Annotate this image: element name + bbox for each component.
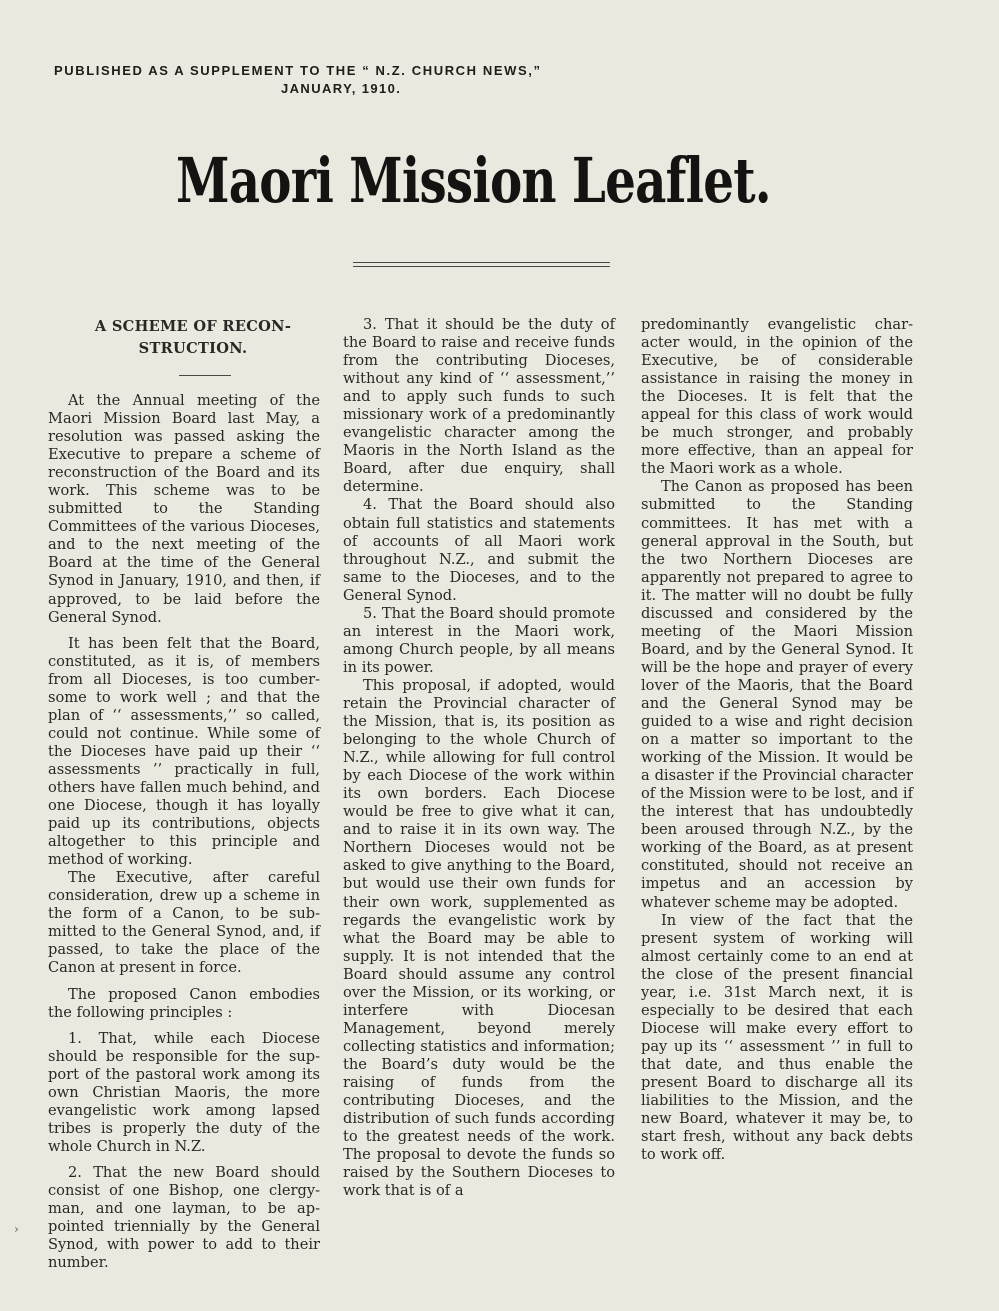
paragraph: The Executive, after careful consideration, drew up a scheme in the form of a Canon, to be submitted to the General Synod, and, if passed, to take the place of the Canon at present in force. xyxy=(48,869,320,977)
paragraph: predominantly evangelistic character would, in the opinion of the Executive, be of considerable assistance in raising the money in the Dioceses. It is felt that the appeal for this class of work would be much stronger, and probably more effective, than an appeal for the Maori work as a whole. xyxy=(641,316,913,478)
margin-mark: › xyxy=(14,1222,19,1236)
supplement-line: PUBLISHED AS A SUPPLEMENT TO THE “ N.Z. CHURCH NEWS,” xyxy=(54,63,542,78)
paragraph: It has been felt that the Board, constituted, as it is, of members from all Dioceses, is too cumbersome to work well ; and that the plan of ‘‘ assessments,’’ so called, could not continue. While some of the Dioceses have paid up their ‘‘ assessments ’’ practically in full, others have fallen much behind, and one Diocese, though it has loyally paid up its contributions, objects altogether to this principle and method of working. xyxy=(48,634,320,869)
paragraph: 1. That, while each Diocese should be responsible for the support of the pastoral work among its own Christian Maoris, the more evangelistic work among lapsed tribes is properly the duty of the whole Church in N.Z. xyxy=(48,1029,320,1155)
paragraph: The proposed Canon embodies the following principles : xyxy=(48,985,320,1021)
paragraph: In view of the fact that the present system of working will almost certainly come to an end at the close of the present financial year, i.e. 31st March next, it is especially to be desired that each Diocese will make every effort to pay up its ‘‘ assessment ’’ in full to that date, and thus enable the present Board to discharge all its liabilities to the Mission, and the new Board, whatever it may be, to start fresh, without any back debts to work off. xyxy=(641,911,913,1164)
column-3 xyxy=(641,316,913,1164)
column-2 xyxy=(343,316,615,1200)
heading-line-1: A SCHEME OF RECON- xyxy=(94,318,292,335)
article-heading xyxy=(66,316,320,360)
paragraph: 2. That the new Board should consist of one Bishop, one clergyman, and one layman, to be appointed triennially by the General Synod, with power to add to their number. xyxy=(48,1163,320,1272)
heading-line-2: STRUCTION. xyxy=(138,340,248,357)
paragraph: 5. That the Board should promote an interest in the Maori work, among Church people, by all means in its power. xyxy=(343,604,615,676)
title-rule-bottom xyxy=(353,266,610,267)
paragraph: 3. That it should be the duty of the Board to raise and receive funds from the contributing Dioceses, without any kind of ‘‘ assessment,’’ and to apply such funds to such missionary work of a predominantly evangelistic character among the Maoris in the North Island as the Board, after due enquiry, shall determine. xyxy=(343,316,615,496)
paragraph: The Canon as proposed has been submitted to the Standing committees. It has met with a general approval in the South, but the two Northern Dioceses are apparently not prepared to agree to it. The matter will no doubt be fully discussed and considered by the meeting of the Maori Mission Board, and by the General Synod. It will be the hope and prayer of every lover of the Maoris, that the Board and the General Synod may be guided to a wise and right decision on a matter so important to the working of the Mission. It would be a disaster if the Provincial character of the Mission were to be lost, and if the interest that has undoubtedly been aroused through N.Z., by the working of the Board, as at present constituted, should not receive an impetus and an accession by whatever scheme may be adopted. xyxy=(641,478,913,911)
paragraph: This proposal, if adopted, would retain the Provincial character of the Mission, that is, its position as belonging to the whole Church of N.Z., while allowing for full control by each Diocese of the work within its own borders. Each Diocese would be free to give what it can, and to raise it in its own way. The Northern Dioceses would not be asked to give anything to the Board, but would use their own funds for their own work, supplemented as regards the evangelistic work by what the Board may be able to supply. It is not intended that the Board should assume any control over the Mission, or its working, or interfere with Diocesan Management, beyond merely collecting statistics and information; the Board’s duty would be the raising of funds from the contributing Dioceses, and the distribution of such funds according to the greatest needs of the work. The proposal to devote the funds so raised by the Southern Dioceses to work that is of a xyxy=(343,676,615,1200)
page-title: Maori Mission Leaflet. xyxy=(176,144,771,217)
dateline: JANUARY, 1910. xyxy=(281,81,402,96)
heading-rule xyxy=(179,375,231,376)
column-1 xyxy=(48,316,320,1272)
paragraph: At the Annual meeting of the Maori Mission Board last May, a resolution was passed asking the Executive to prepare a scheme of reconstruction of the Board and its work. This scheme was to be submitted to the Standing Committees of the various Dioceses, and to the next meeting of the Board at the time of the General Synod in January, 1910, and then, if approved, to be laid before the General Synod. xyxy=(48,392,320,626)
paragraph: 4. That the Board should also obtain full statistics and statements of accounts of all Maori work throughout N.Z., and submit the same to the Dioceses, and to the General Synod. xyxy=(343,496,615,604)
title-rule-top xyxy=(353,262,610,263)
